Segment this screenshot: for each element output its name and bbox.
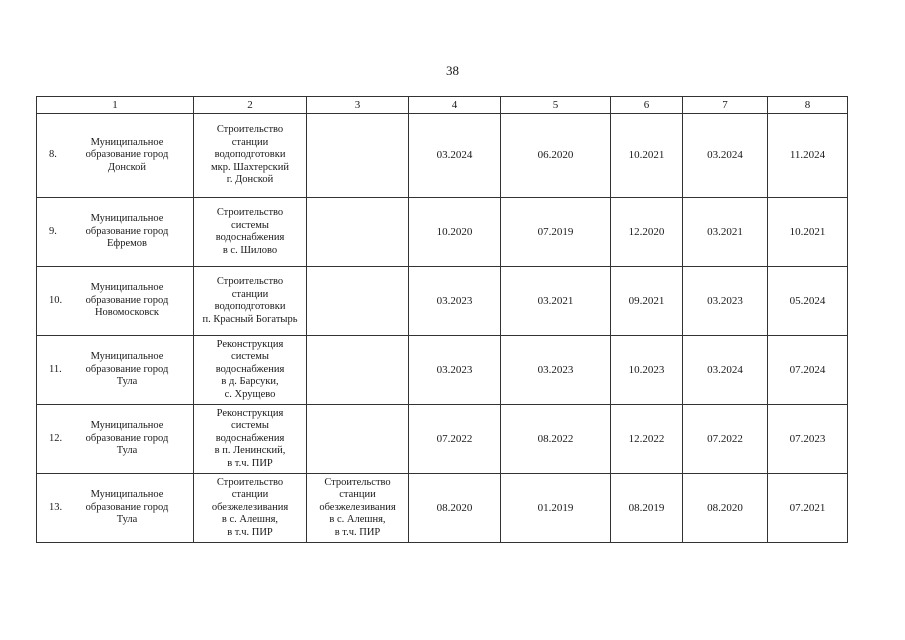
date-cell: 03.2024 (409, 114, 501, 198)
column-header: 1 (37, 97, 194, 114)
date-cell: 08.2020 (409, 474, 501, 543)
column-header: 2 (194, 97, 307, 114)
page-number: 38 (446, 63, 459, 78)
date-cell: 08.2020 (683, 474, 768, 543)
table-row (37, 474, 848, 543)
municipality-cell (37, 198, 194, 267)
col3-cell (307, 405, 409, 474)
date-cell: 12.2020 (611, 198, 683, 267)
column-header: 5 (501, 97, 611, 114)
date-cell: 03.2024 (683, 336, 768, 405)
column-header: 8 (768, 97, 848, 114)
date-cell: 03.2023 (501, 336, 611, 405)
municipality-cell (37, 114, 194, 198)
column-header: 3 (307, 97, 409, 114)
table-row (37, 405, 848, 474)
date-cell: 08.2019 (611, 474, 683, 543)
date-cell: 03.2024 (683, 114, 768, 198)
date-cell: 07.2024 (768, 336, 848, 405)
date-cell: 07.2021 (768, 474, 848, 543)
date-cell: 10.2023 (611, 336, 683, 405)
row-number: 11. (49, 363, 62, 375)
municipality-name: Муниципальное образование город Тула (85, 489, 169, 526)
row-number: 9. (49, 225, 57, 237)
date-cell: 07.2022 (683, 405, 768, 474)
table-row (37, 114, 848, 198)
date-cell: 11.2024 (768, 114, 848, 198)
municipality-cell (37, 474, 194, 543)
table-row (37, 267, 848, 336)
object-cell: Строительство системы водоснабжения в с. Шилово (194, 198, 307, 267)
date-cell: 01.2019 (501, 474, 611, 543)
municipality-name: Муниципальное образование город Донской (85, 136, 169, 173)
date-cell: 05.2024 (768, 267, 848, 336)
row-number: 8. (49, 149, 57, 161)
date-cell: 06.2020 (501, 114, 611, 198)
municipality-name: Муниципальное образование город Ефремов (85, 213, 169, 250)
date-cell: 07.2023 (768, 405, 848, 474)
column-header: 4 (409, 97, 501, 114)
col3-cell: Строительство станции обезжелезивания в с. Алешня, в т.ч. ПИР (307, 474, 409, 543)
municipality-name: Муниципальное образование город Тула (85, 351, 169, 388)
municipality-name: Муниципальное образование город Тула (85, 420, 169, 457)
row-number: 12. (49, 432, 63, 444)
object-cell: Строительство станции водоподготовки мкр. Шахтерский г. Донской (194, 114, 307, 198)
date-cell: 03.2023 (683, 267, 768, 336)
object-cell: Реконструкция системы водоснабжения в п. Ленинский, в т.ч. ПИР (194, 405, 307, 474)
date-cell: 12.2022 (611, 405, 683, 474)
schedule-table (36, 96, 848, 543)
table-row (37, 336, 848, 405)
date-cell: 08.2022 (501, 405, 611, 474)
object-cell: Строительство станции обезжелезивания в с. Алешня, в т.ч. ПИР (194, 474, 307, 543)
column-header: 7 (683, 97, 768, 114)
municipality-cell (37, 405, 194, 474)
date-cell: 10.2021 (611, 114, 683, 198)
col3-cell (307, 198, 409, 267)
date-cell: 03.2021 (683, 198, 768, 267)
col3-cell (307, 267, 409, 336)
date-cell: 10.2021 (768, 198, 848, 267)
municipality-cell (37, 336, 194, 405)
row-number: 10. (49, 294, 63, 306)
date-cell: 03.2023 (409, 336, 501, 405)
header-row (37, 97, 848, 114)
column-header: 6 (611, 97, 683, 114)
col3-cell (307, 336, 409, 405)
date-cell: 07.2019 (501, 198, 611, 267)
date-cell: 10.2020 (409, 198, 501, 267)
municipality-name: Муниципальное образование город Новомосковск (85, 282, 169, 319)
object-cell: Строительство станции водоподготовки п. Красный Богатырь (194, 267, 307, 336)
col3-cell (307, 114, 409, 198)
date-cell: 03.2021 (501, 267, 611, 336)
date-cell: 07.2022 (409, 405, 501, 474)
date-cell: 09.2021 (611, 267, 683, 336)
date-cell: 03.2023 (409, 267, 501, 336)
object-cell: Реконструкция системы водоснабжения в д. Барсуки, с. Хрущево (194, 336, 307, 405)
table-row (37, 198, 848, 267)
row-number: 13. (49, 501, 63, 513)
municipality-cell (37, 267, 194, 336)
